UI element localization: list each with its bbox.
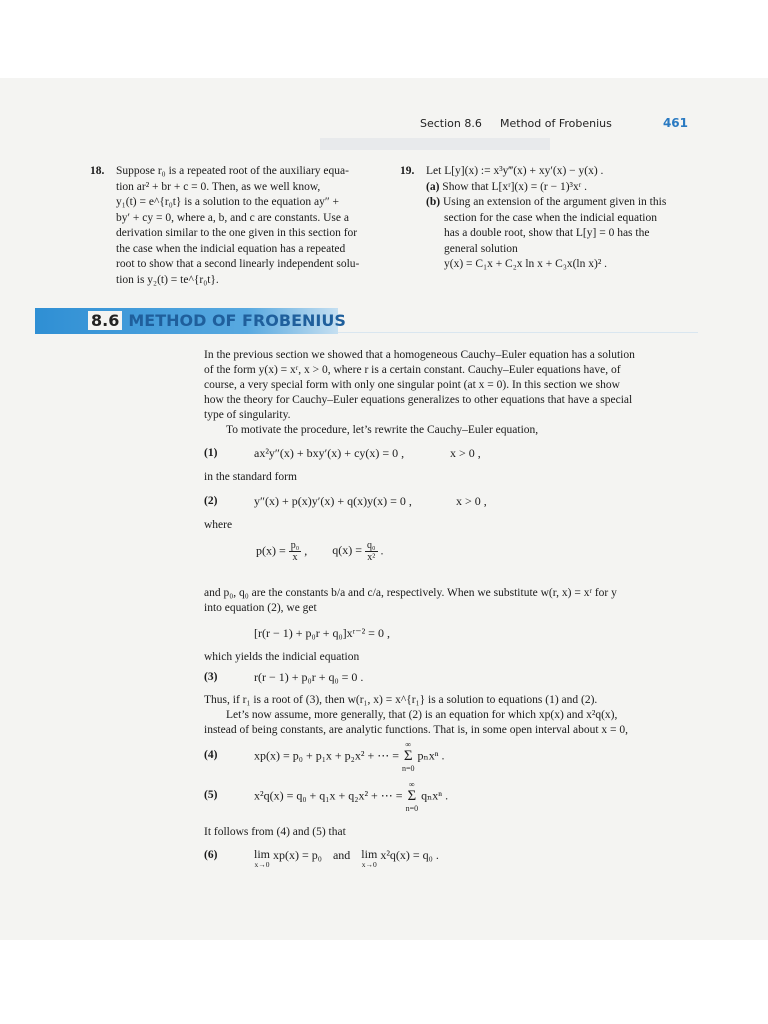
equation-2: y″(x) + p(x)y′(x) + q(x)y(x) = 0 , bbox=[254, 494, 412, 508]
paragraph-line: into equation (2), we get bbox=[204, 602, 317, 614]
exercise-line: tion ar² + br + c = 0. Then, as we well know, bbox=[116, 180, 321, 193]
section-number: 8.6 bbox=[88, 311, 122, 330]
paragraph-line: course, a very special form with only one singular point (at x = 0). In this section we show bbox=[204, 379, 620, 391]
equation-condition: x > 0 , bbox=[456, 494, 487, 508]
exercise-line: tion is y₂(t) = te^{r₀t}. bbox=[116, 273, 219, 286]
part-b-text: section for the case when the indicial equation bbox=[444, 211, 657, 224]
general-solution: y(x) = C₁x + C₂x ln x + C₃x(ln x)² . bbox=[444, 258, 608, 270]
paragraph-line: how the theory for Cauchy–Euler equations generalizes to other equations that have a special bbox=[204, 394, 633, 406]
exercise-line: Suppose r₀ is a repeated root of the auxiliary equa- bbox=[116, 165, 349, 177]
equation-1: ax²y″(x) + bxy′(x) + cy(x) = 0 , bbox=[254, 446, 405, 460]
paragraph-line: which yields the indicial equation bbox=[204, 651, 360, 663]
paragraph-line: of the form y(x) = xʳ, x > 0, where r is a certain constant. Cauchy–Euler equations have, of bbox=[204, 364, 621, 376]
paragraph-line: in the standard form bbox=[204, 471, 297, 483]
page-number: 461 bbox=[662, 116, 688, 130]
equation-label: (3) bbox=[204, 671, 218, 683]
exercise-19 bbox=[400, 164, 685, 294]
substitution-equation: [r(r − 1) + p₀r + q₀]xʳ⁻² = 0 , bbox=[254, 626, 390, 640]
header-section: Section 8.6 bbox=[420, 117, 482, 130]
exercise-line: y₁(t) = e^{r₀t} is a solution to the equation ay″ + bbox=[116, 196, 339, 208]
equation-condition: x > 0 , bbox=[450, 446, 481, 460]
exercise-number: 19. bbox=[400, 165, 415, 177]
bleed-through bbox=[320, 138, 550, 150]
running-header bbox=[420, 116, 688, 132]
equation-4: xp(x) = p₀ + p₁x + p₂x² + ⋯ = ∞ Σ n=0 pₙxⁿ . bbox=[254, 740, 445, 773]
equation-label: (4) bbox=[204, 749, 218, 761]
equation-label: (2) bbox=[204, 495, 218, 507]
equation-label: (5) bbox=[204, 789, 218, 801]
section-title: METHOD OF FROBENIUS bbox=[128, 311, 346, 330]
part-label: (a) bbox=[426, 180, 440, 193]
exercise-line: derivation similar to the one given in this section for bbox=[116, 227, 358, 239]
equation-6: lim x→0 xp(x) = p₀ and lim x→0 x²q(x) = q₀ . bbox=[254, 847, 439, 869]
exercise-number: 18. bbox=[90, 165, 105, 177]
equation-label: (6) bbox=[204, 849, 218, 861]
exercise-intro: Let L[y](x) := x³y‴(x) + xy′(x) − y(x) . bbox=[426, 165, 604, 177]
part-b-text: has a double root, show that L[y] = 0 has the bbox=[444, 227, 650, 239]
p-lhs: p(x) = bbox=[256, 543, 286, 558]
paragraph-line: To motivate the procedure, let’s rewrite the Cauchy–Euler equation, bbox=[226, 424, 539, 436]
paragraph-line: It follows from (4) and (5) that bbox=[204, 826, 346, 838]
heading-rule bbox=[338, 332, 698, 333]
exercise-18 bbox=[90, 164, 380, 294]
exercise-line: by′ + cy = 0, where a, b, and c are constants. Use a bbox=[116, 211, 349, 224]
paragraph-line: Thus, if r₁ is a root of (3), then w(r₁, x) = x^{r₁} is a solution to equations (1) and (2). bbox=[204, 694, 598, 706]
paragraph-line: Let’s now assume, more generally, that (2) is an equation for which xp(x) and x²q(x), bbox=[226, 709, 618, 721]
pq-definitions: p(x) = $\frac{\text{p₀}}{x}$ , q(x) = $\frac{\text{q₀}}{\text{x²}}$ . bbox=[256, 540, 384, 563]
section-body bbox=[204, 348, 684, 938]
part-b-text: Using an extension of the argument given in this bbox=[442, 196, 667, 208]
q-fraction: $\frac{\text{q₀}}{\text{x²}}$ bbox=[367, 540, 376, 563]
p-fraction: $\frac{\text{p₀}}{x}$ bbox=[290, 540, 300, 563]
exercise-line: root to show that a second linearly independent solu- bbox=[116, 258, 360, 270]
section-heading bbox=[88, 311, 346, 333]
paragraph-line: and p₀, q₀ are the constants b/a and c/a, respectively. When we substitute w(r, x) = xʳ for y bbox=[204, 587, 617, 599]
part-b-text: general solution bbox=[444, 242, 518, 255]
exercise-line: the case when the indicial equation has a repeated bbox=[116, 242, 346, 255]
indicial-equation: r(r − 1) + p₀r + q₀ = 0 . bbox=[254, 670, 364, 684]
header-title: Method of Frobenius bbox=[500, 117, 612, 130]
part-a-text: Show that L[xʳ](x) = (r − 1)³xʳ . bbox=[442, 180, 587, 193]
q-lhs: q(x) = bbox=[332, 543, 363, 558]
part-label: (b) bbox=[426, 196, 441, 208]
equation-5: x²q(x) = q₀ + q₁x + q₂x² + ⋯ = ∞ Σ n=0 qₙxⁿ . bbox=[254, 780, 449, 813]
paragraph-line: In the previous section we showed that a homogeneous Cauchy–Euler equation has a solution bbox=[204, 349, 635, 361]
equation-label: (1) bbox=[204, 447, 218, 459]
paragraph-line: instead of being constants, are analytic functions. That is, in some open interval about x = 0, bbox=[204, 724, 629, 736]
paragraph-line: type of singularity. bbox=[204, 409, 291, 421]
paragraph-line: where bbox=[204, 519, 233, 531]
textbook-page bbox=[0, 78, 768, 940]
